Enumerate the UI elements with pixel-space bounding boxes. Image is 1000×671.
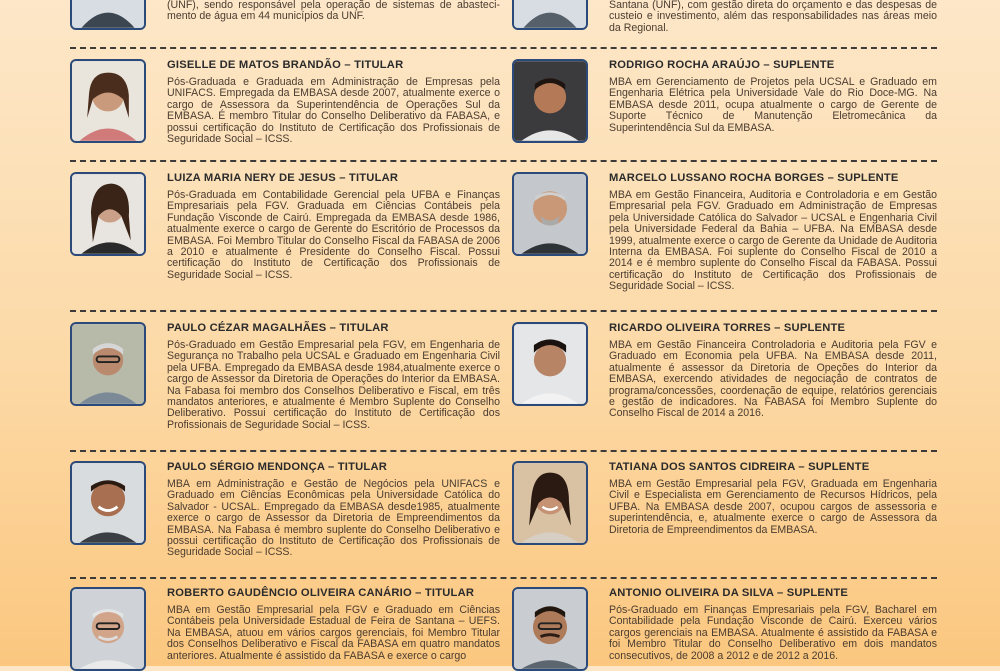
member-photo: [512, 322, 588, 406]
member-name: MARCELO LUSSANO ROCHA BORGES – SUPLENTE: [609, 172, 899, 184]
member-photo: [512, 172, 588, 256]
member-bio: MBA em Gestão Financeira Controladoria e Auditoria pela FGV e Graduado em Economia pela UFBA. Na EMBASA desde 2011, atualmente é assessor da Diretoria de Opeções do Interior da EMBASA, exercendo atividades de negociação de contratos de programa/concessões, coordenação de equipe, relatórios gerenciais e gestão de indicadores. Na FABASA foi Membro Suplente do Conselho Fiscal de 2014 a 2016.: [609, 339, 937, 420]
member-name: ANTONIO OLIVEIRA DA SILVA – SUPLENTE: [609, 587, 849, 599]
member-name: GISELLE DE MATOS BRANDÃO – TITULAR: [167, 59, 404, 71]
member-photo: [512, 587, 588, 671]
member-name: PAULO SÉRGIO MENDONÇA – TITULAR: [167, 461, 388, 473]
separator: [70, 577, 937, 579]
member-photo: [70, 59, 146, 143]
member-bio: Pós-Graduado em Gestão Empresarial pela FGV, em Engenharia de Segurança no Trabalho pela UCSAL e Graduado em Engenharia Civil pela UFBA. Empregado da EMBASA desde 1984,atualmente exerce o cargo de Assessor da Diretoria de Operações do Interior da EMBASA. Na Fabasa foi membro dos Conselhos Deliberativo e Fiscal, em três mandatos anteriores, e atualmente é Membro Suplente do Conselho Deliberativo. Possui certificação do Instituto de Certificação dos Profissionais de Seguridade Social – ICSS.: [167, 339, 500, 431]
member-name: PAULO CÉZAR MAGALHÃES – TITULAR: [167, 322, 389, 334]
member-photo: [512, 0, 588, 30]
member-bio: Santana (UNF), com gestão direta do orçamento e das despesas de custeio e investimento, além das responsabilidades nas áreas meio da Regional.: [609, 0, 937, 34]
separator: [70, 160, 937, 162]
member-photo: [70, 322, 146, 406]
member-bio: Pós-Graduado em Finanças Empresariais pela FGV, Bacharel em Contabilidade pela Fundação Visconde de Cairú. Exerceu vários cargos gerenciais na EMBASA. Atualmente é assistido da FABASA e foi Membro Titular do Conselho Deliberativo em dois mandatos consecutivos, de 2008 a 2012 e de 2012 a 2016.: [609, 604, 937, 662]
separator: [70, 450, 937, 452]
member-bio: MBA em Administração e Gestão de Negócios pela UNIFACS e Graduado em Ciências Econômicas pela Universidade Católica do Salvador - UCSAL. Empregado da EMBASA desde1985, atualmente exerce o cargo de Assessor da Diretoria de Empreendimentos da EMBASA. Na Fabasa é membro suplente do Conselho Deliberativo e possui certificação do Instituto de Certificação dos Profissionais de Seguridade Social – ICSS.: [167, 478, 500, 559]
member-photo: [70, 587, 146, 671]
member-photo: [512, 59, 588, 143]
separator: [70, 310, 937, 312]
member-photo: [70, 0, 146, 30]
member-bio: (UNF), sendo responsável pela operação de sistemas de abasteci-mento de água em 44 municípios da UNF.: [167, 0, 500, 23]
separator: [70, 47, 937, 49]
member-bio: MBA em Gestão Empresarial pela FGV, Graduada em Engenharia Civil e Especialista em Gerenciamento de Recursos Hídricos, pela UFBA. Na EMBASA desde 2007, ocupou cargos de assessoria e superintendência, e, atualmente exerce o cargo de Assessora da Diretoria de Empreendimentos da EMBASA.: [609, 478, 937, 536]
member-photo: [512, 461, 588, 545]
member-bio: Pós-Graduada e Graduada em Administração de Empresas pela UNIFACS. Empregada da EMBASA desde 2007, atualmente exerce o cargo de Assessora da Superintendência de Operações Sul da EMBASA. É membro Titular do Conselho Deliberativo da FABASA, e possui certificação do Instituto de Certificação dos Profissionais de Seguridade Social – ICSS.: [167, 76, 500, 146]
member-name: TATIANA DOS SANTOS CIDREIRA – SUPLENTE: [609, 461, 870, 473]
member-bio: MBA em Gestão Empresarial pela FGV e Graduado em Ciências Contábeis pela Universidade Estadual de Feira de Santana – UEFS. Na EMBASA, atuou em vários cargos gerenciais, foi Membro Titular dos Conselhos Deliberativo e Fiscal da FABASA em quatro mandatos anteriores. Atualmente é assistido da FABASA e exerce o cargo: [167, 604, 500, 662]
member-bio: MBA em Gerenciamento de Projetos pela UCSAL e Graduado em Engenharia Elétrica pela Universidade Vale do Rio Doce-MG. Na EMBASA desde 2011, ocupa atualmente o cargo de Gerente de Suporte Técnico de Manutenção Eletromecânica da Superintendência Sul da EMBASA.: [609, 76, 937, 134]
member-name: RODRIGO ROCHA ARAÚJO – SUPLENTE: [609, 59, 835, 71]
member-name: LUIZA MARIA NERY DE JESUS – TITULAR: [167, 172, 399, 184]
member-photo: [70, 461, 146, 545]
member-bio: MBA em Gestão Financeira, Auditoria e Controladoria e em Gestão Empresarial pela FGV. Graduado em Administração de Empresas pela Universidade Católica do Salvador – UCSAL e Engenharia Civil pela Universidade Federal da Bahia – UFBA. Na EMBASA desde 1999, atualmente exerce o cargo de Gerente da Unidade de Auditoria Interna da EMBASA. Foi suplente do Conselho Fiscal de 2010 a 2014 e é membro suplente do Conselho Fiscal da FABASA. Possui certificação do Instituto de Certificação dos Profissionais de Seguridade Social – ICSS.: [609, 189, 937, 293]
member-name: RICARDO OLIVEIRA TORRES – SUPLENTE: [609, 322, 846, 334]
member-name: ROBERTO GAUDÊNCIO OLIVEIRA CANÁRIO – TITULAR: [167, 587, 475, 599]
member-photo: [70, 172, 146, 256]
member-bio: Pós-Graduada em Contabilidade Gerencial pela UFBA e Finanças Empresariais pela FGV. Graduada em Ciências Contábeis pela Fundação Visconde de Cairú. Empregada da EMBASA desde 1986, atualmente exerce o cargo de Gerente do Escritório de Processos da EMBASA. Foi Membro Titular do Conselho Fiscal da FABASA de 2006 a 2010 e atualmente é Presidente do Conselho Fiscal. Possui certificação do Instituto de Certificação dos Profissionais de Seguridade Social – ICSS.: [167, 189, 500, 281]
